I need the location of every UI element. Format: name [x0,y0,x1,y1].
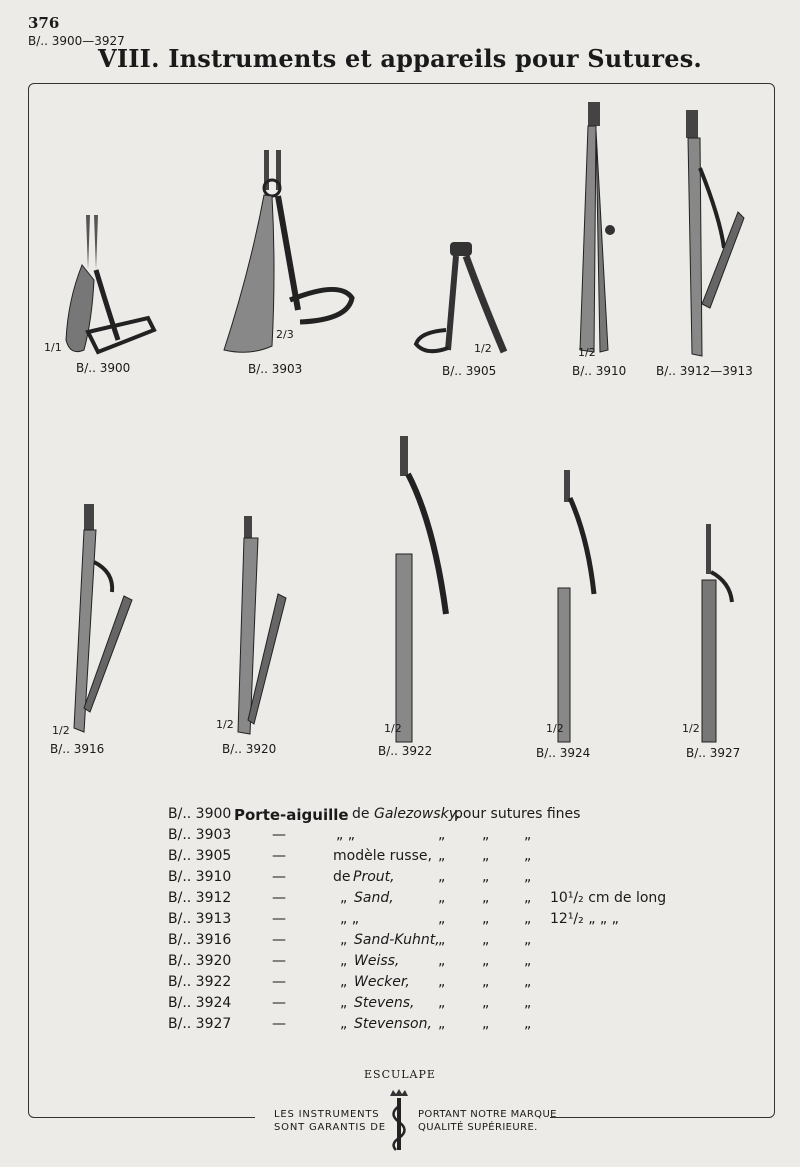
row-ref: B/.. 3913 [168,911,232,927]
row-ref: B/.. 3927 [168,1016,232,1032]
row-desc-italic: Galezowsky, [374,806,461,822]
row-desc-italic: Sand, [354,890,394,906]
figure-scale: 1/2 [52,724,70,737]
figure-scale: 1/2 [474,342,492,355]
row-desc: „ [340,1016,348,1032]
product-name: Porte-aiguille [234,806,349,824]
ditto-mark: „ [524,827,532,843]
row-length: 12¹/₂ „ „ „ [550,911,619,927]
row-ref: B/.. 3905 [168,848,232,864]
ditto-mark: „ [524,848,532,864]
catalog-range: B/.. 3900—3927 [28,34,125,48]
row-ref: B/.. 3924 [168,995,232,1011]
row-desc: modèle russe, [333,848,432,864]
ditto-mark: „ [438,932,446,948]
ditto-mark: „ [482,911,490,927]
figure-scale: 1/2 [578,346,596,359]
needle-holder-3905-illustration [412,240,512,360]
needle-holder-3900-illustration [58,210,158,360]
ditto-mark: „ [482,995,490,1011]
row-length: 10¹/₂ cm de long [550,890,667,906]
row-desc: de [333,869,351,885]
figure-label: B/.. 3916 [50,742,105,756]
figure-label: B/.. 3924 [536,746,591,760]
ditto-mark: „ [524,953,532,969]
figure-label: B/.. 3922 [378,744,433,758]
row-desc: „ [340,995,348,1011]
ditto-mark: „ [438,995,446,1011]
ditto-mark: „ [438,827,446,843]
row-desc: „ [340,974,348,990]
needle-holder-3927-illustration [700,522,740,744]
figure-label: B/.. 3910 [572,364,627,378]
row-ref: B/.. 3912 [168,890,232,906]
figure-scale: 1/2 [682,722,700,735]
figure-scale: 1/2 [546,722,564,735]
ditto-mark: „ [482,827,490,843]
ditto-mark: „ [438,869,446,885]
figure-label: B/.. 3912—3913 [656,364,753,378]
needle-holder-3920-illustration [234,514,294,738]
ditto-mark: „ [482,953,490,969]
row-ref: B/.. 3916 [168,932,232,948]
figure-scale: 1/2 [216,718,234,731]
ditto-mark: „ [524,995,532,1011]
row-desc: „ [340,932,348,948]
page-number: 376 [28,14,60,32]
row-dash: — [272,974,286,990]
ditto-mark: „ [482,1016,490,1032]
ditto-mark: „ [438,911,446,927]
brand-name: ESCULAPE [364,1068,436,1081]
needle-holder-3916-illustration [64,502,136,738]
footer-right-text [418,1108,557,1134]
ditto-mark: „ [482,974,490,990]
row-desc-rest: pour sutures fines [454,806,581,822]
footer-left-text [274,1108,386,1134]
row-desc: „ [340,890,348,906]
ditto-mark: „ [482,848,490,864]
figure-scale: 1/2 [384,722,402,735]
row-dash: — [272,932,286,948]
ditto-mark: „ [482,890,490,906]
figure-label: B/.. 3905 [442,364,497,378]
row-desc: „ „ [336,827,355,843]
figure-label: B/.. 3920 [222,742,277,756]
needle-holder-3924-illustration [554,468,604,744]
row-desc: de [352,806,370,822]
row-ref: B/.. 3903 [168,827,232,843]
page-title: VIII. Instruments et appareils pour Sutures. [98,44,702,73]
ditto-mark: „ [524,890,532,906]
needle-holder-3910-illustration [574,100,624,362]
row-ref: B/.. 3900 [168,806,232,822]
ditto-mark: „ [524,1016,532,1032]
footer-right-line1: PORTANT NOTRE MARQUE [418,1109,557,1120]
footer-right-line2: QUALITÉ SUPÉRIEURE. [418,1122,538,1133]
figure-label: B/.. 3927 [686,746,741,760]
figure-scale: 1/1 [44,341,62,354]
ditto-mark: „ [524,911,532,927]
row-dash: — [272,890,286,906]
row-dash: — [272,1016,286,1032]
figure-scale: 2/3 [276,328,294,341]
figure-label: B/.. 3903 [248,362,303,376]
ditto-mark: „ [438,1016,446,1032]
needle-holder-3922-illustration [394,434,454,744]
row-desc: „ [340,953,348,969]
ditto-mark: „ [438,890,446,906]
ditto-mark: „ [524,974,532,990]
row-ref: B/.. 3910 [168,869,232,885]
figure-label: B/.. 3900 [76,361,131,375]
ditto-mark: „ [482,932,490,948]
caduceus-logo-icon [384,1086,414,1156]
footer-left-line2: SONT GARANTIS DE [274,1122,386,1133]
row-ref: B/.. 3922 [168,974,232,990]
row-desc: „ „ [340,911,359,927]
row-dash: — [272,869,286,885]
ditto-mark: „ [524,932,532,948]
row-desc-italic: Weiss, [354,953,400,969]
ditto-mark: „ [482,869,490,885]
row-desc-italic: Wecker, [354,974,410,990]
row-dash: — [272,827,286,843]
row-desc-italic: Sand-Kuhnt, [354,932,440,948]
ditto-mark: „ [438,953,446,969]
needle-holder-3912-3913-illustration [680,108,750,362]
ditto-mark: „ [438,848,446,864]
row-dash: — [272,911,286,927]
row-desc-italic: Stevenson, [354,1016,432,1032]
row-desc-italic: Stevens, [354,995,415,1011]
footer-left-line1: LES INSTRUMENTS [274,1109,380,1120]
row-dash: — [272,953,286,969]
row-ref: B/.. 3920 [168,953,232,969]
ditto-mark: „ [524,869,532,885]
row-desc-italic: Prout, [353,869,395,885]
row-dash: — [272,995,286,1011]
ditto-mark: „ [438,974,446,990]
row-dash: — [272,848,286,864]
